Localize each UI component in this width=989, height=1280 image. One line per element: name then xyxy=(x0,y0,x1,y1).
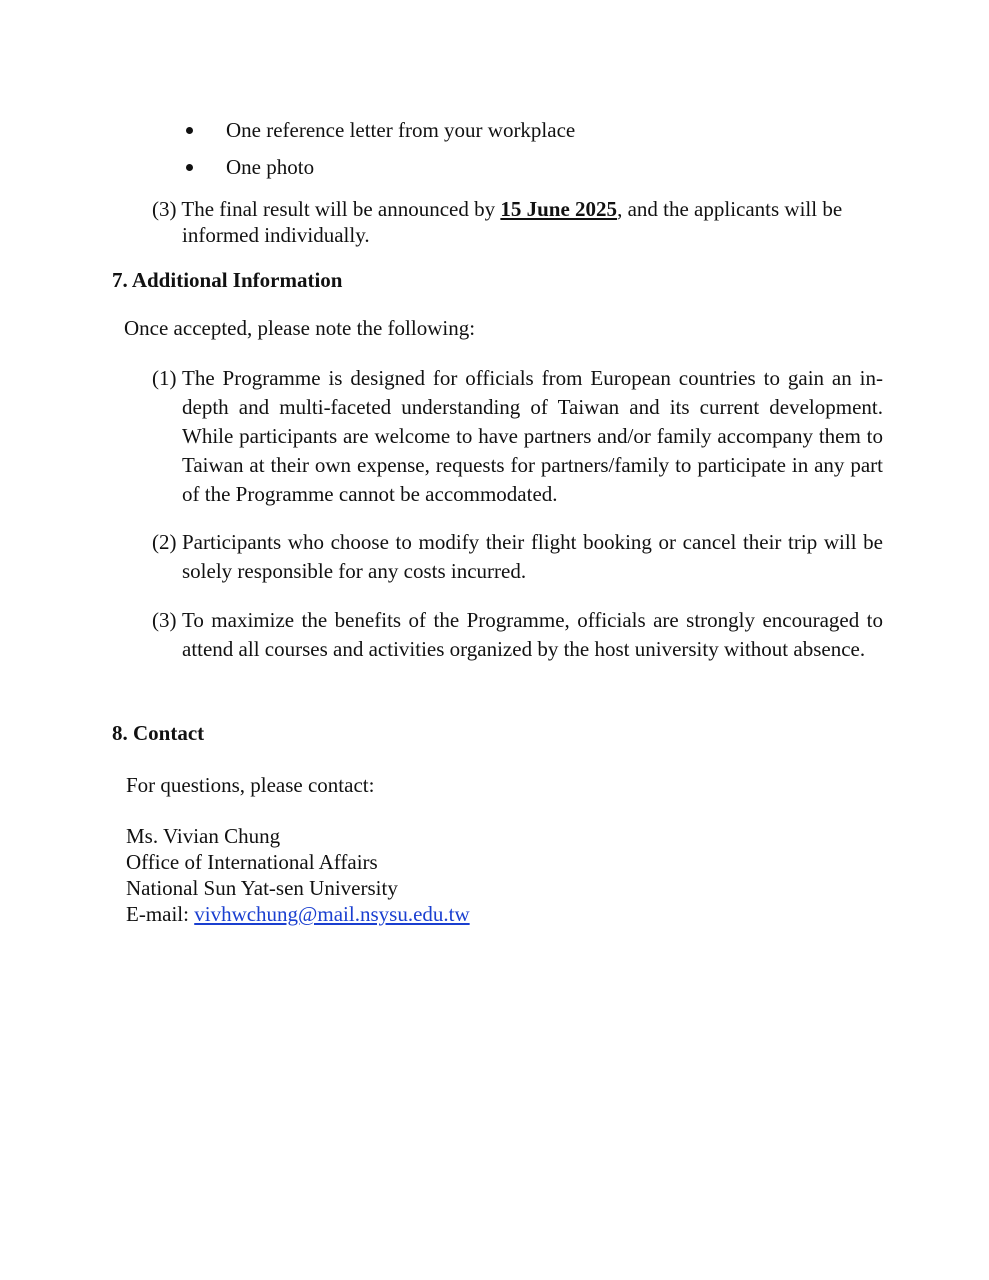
info-item-text: The Programme is designed for officials from European countries to gain an in-depth and multi-faceted understanding of Taiwan and its current development. While participants are welcome to have partners and/or family accompany them to Taiwan at their own expense, requests for partners/family to participate in any part of the Programme cannot be accommodated. xyxy=(182,366,883,506)
result-date: 15 June 2025 xyxy=(500,197,618,221)
info-item-2 xyxy=(152,528,883,586)
contact-email-line xyxy=(126,901,470,927)
section-8-heading: 8. Contact xyxy=(112,721,205,745)
section-7-heading: 7. Additional Information xyxy=(112,268,343,292)
result-item-text: The final result will be announced by xyxy=(181,197,496,221)
info-item-text: To maximize the benefits of the Programme, officials are strongly encouraged to attend all courses and activities organized by the host university without absence. xyxy=(182,608,883,661)
result-announcement-item xyxy=(152,195,912,250)
bullet-photo: One photo xyxy=(226,155,315,179)
contact-office: Office of International Affairs xyxy=(126,850,378,874)
contact-block xyxy=(126,823,470,927)
result-item-line2: informed individually. xyxy=(182,223,370,247)
bullet-marker xyxy=(186,164,193,171)
info-item-1 xyxy=(152,364,883,509)
result-item-number: (3) xyxy=(152,197,177,221)
email-label: E-mail: xyxy=(126,902,195,926)
result-item-text-after: , and the applicants will be xyxy=(617,197,843,221)
bullet-reference-letter: One reference letter from your workplace xyxy=(226,118,576,142)
info-item-3 xyxy=(152,606,883,664)
email-link[interactable]: vivhwchung@mail.nsysu.edu.tw xyxy=(194,902,470,926)
contact-name: Ms. Vivian Chung xyxy=(126,824,281,848)
info-item-number: (3) xyxy=(152,608,177,632)
info-item-number: (1) xyxy=(152,366,177,390)
section-7-intro: Once accepted, please note the following: xyxy=(124,316,476,340)
bullet-marker xyxy=(186,127,193,134)
section-8-intro: For questions, please contact: xyxy=(126,773,375,797)
info-item-text: Participants who choose to modify their flight booking or cancel their trip will be solely responsible for any costs incurred. xyxy=(182,530,883,583)
info-item-number: (2) xyxy=(152,530,177,554)
contact-university: National Sun Yat-sen University xyxy=(126,876,398,900)
